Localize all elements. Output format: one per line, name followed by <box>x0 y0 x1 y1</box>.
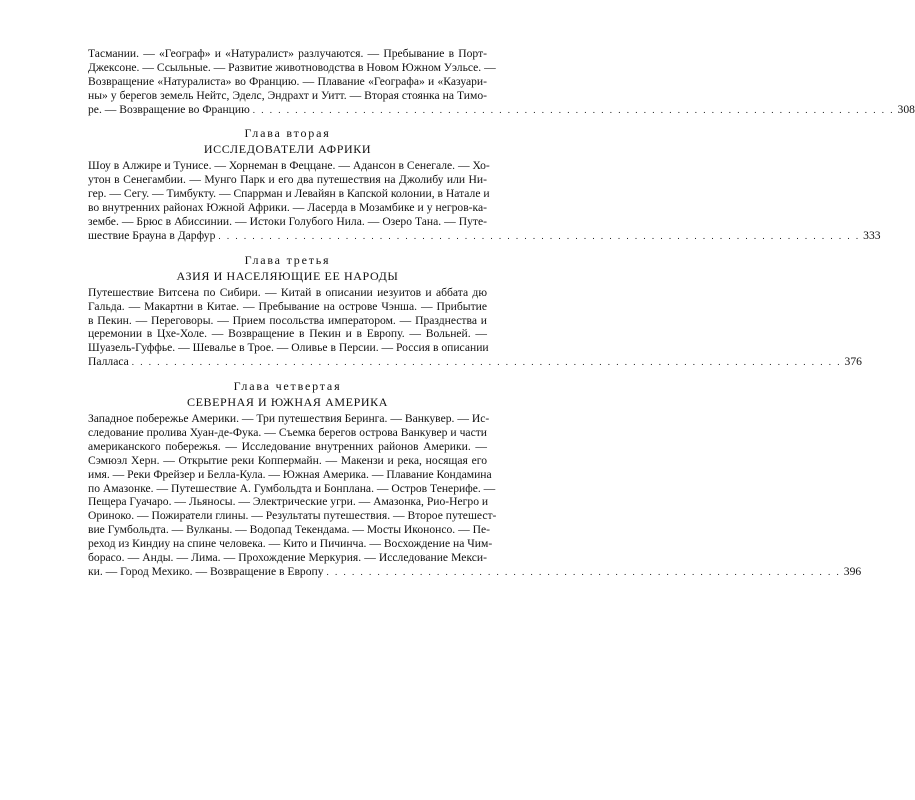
toc-line: американского побережья. — Исследование внутренних районов Америки. — <box>88 439 487 453</box>
toc-line-last <box>88 564 862 579</box>
toc-line-text: ре. — Возвращение во Францию <box>88 102 250 116</box>
toc-line: борасо. — Анды. — Лима. — Прохождение Меркурия. — Исследование Мекси- <box>88 551 487 565</box>
toc-line: реход из Киндиу на спине человека. — Кито и Пичинча. — Восхождение на Чим- <box>88 537 493 551</box>
toc-line: утон в Сенегамбии. — Мунго Парк и его два путешествия на Джолибу или Ни- <box>88 173 487 187</box>
dot-leader: . . . . . . . . . . . . . . . . . . . . . . . . . . . . . . . . . . . . . . . . . . . . . . . . . . . . . . . . . . . . . . . . . . . . . . . . . . . . . . . . . . . . <box>131 357 842 368</box>
toc-line: Шуазель-Гуффье. — Шевалье в Трое. — Оливье в Персии. — Россия в описании <box>88 341 489 355</box>
toc-line: Возвращение «Натуралиста» во Францию. — Плавание «Географа» и «Казуари- <box>88 74 487 88</box>
toc-line: Ориноко. — Пожиратели глины. — Результаты путешествия. — Второе путешест- <box>88 509 497 523</box>
toc-line-text: ки. — Город Мехико. — Возвращение в Европу <box>88 564 324 578</box>
page-number: 308 <box>897 102 915 116</box>
toc-line: следование пролива Хуан-де-Фука. — Съемка берегов острова Ванкувер и части <box>88 426 487 440</box>
page-number: 376 <box>844 355 862 369</box>
chapter-title: АЗИЯ И НАСЕЛЯЮЩИЕ ЕЕ НАРОДЫ <box>176 268 399 283</box>
page-number: 396 <box>843 564 862 578</box>
toc-entry <box>88 159 881 242</box>
toc-line: Джексоне. — Ссыльные. — Развитие животноводства в Новом Южном Уэльсе. — <box>88 60 496 74</box>
chapter-label: Глава третья <box>244 252 331 267</box>
toc-line: Гальда. — Макартни в Китае. — Пребывание на острове Чэнша. — Прибытие <box>88 299 487 313</box>
toc-line: вие Гумбольдта. — Вулканы. — Водопад Текендама. — Мосты Икононсо. — Пе- <box>88 523 490 537</box>
toc-entry <box>88 285 862 369</box>
chapter-section <box>88 126 881 242</box>
dot-leader: . . . . . . . . . . . . . . . . . . . . . . . . . . . . . . . . . . . . . . . . . . . . . . . . . . . . . . . . . . . . . <box>326 566 841 577</box>
toc-entry <box>88 412 862 579</box>
toc-line: Шоу в Алжире и Тунисе. — Хорнеман в Феццане. — Адансон в Сенегале. — Хо- <box>88 159 490 173</box>
table-of-contents <box>88 47 915 579</box>
chapter-section <box>88 252 862 369</box>
toc-line: гер. — Сегу. — Тимбукту. — Спаррман и Левайян в Капской колонии, в Натале и <box>88 187 490 201</box>
toc-line: Сэмюэл Херн. — Открытие реки Коппермайн. — Макензи и река, носящая его <box>88 453 487 467</box>
chapter-title: ИССЛЕДОВАТЕЛИ АФРИКИ <box>203 142 372 157</box>
toc-line-last <box>88 228 881 243</box>
chapter-label: Глава четвертая <box>233 379 342 394</box>
toc-line: Западное побережье Америки. — Три путешествия Беринга. — Ванкувер. — Ис- <box>88 412 490 426</box>
toc-line: во внутренних районах Южной Африки. — Ласерда в Мозамбике и у негров-ка- <box>88 201 487 215</box>
toc-line-last <box>88 102 915 117</box>
toc-line-text: шествие Брауна в Дарфур <box>88 228 216 242</box>
dot-leader: . . . . . . . . . . . . . . . . . . . . . . . . . . . . . . . . . . . . . . . . . . . . . . . . . . . . . . . . . . . . . . . . . . . . . . . . . . . . <box>252 104 895 115</box>
toc-line: имя. — Реки Фрейзер и Белла-Кула. — Южная Америка. — Плавание Кондамина <box>88 467 492 481</box>
toc-line: церемонии в Цхе-Холе. — Возвращение в Пекин и в Европу. — Вольней. — <box>88 327 487 341</box>
toc-entry-continuation <box>88 47 915 116</box>
toc-line: по Амазонке. — Путешествие А. Гумбольдта и Бонплана. — Остров Тенерифе. — <box>88 481 496 495</box>
toc-line: зембе. — Брюс в Абиссинии. — Истоки Голубого Нила. — Озеро Тана. — Путе- <box>88 215 487 229</box>
toc-line: в Пекин. — Переговоры. — Прием посольства императором. — Празднества и <box>88 313 487 327</box>
chapter-title: СЕВЕРНАЯ И ЮЖНАЯ АМЕРИКА <box>186 395 388 410</box>
chapter-section <box>88 379 862 579</box>
dot-leader: . . . . . . . . . . . . . . . . . . . . . . . . . . . . . . . . . . . . . . . . . . . . . . . . . . . . . . . . . . . . . . . . . . . . . . . . . . . . <box>218 230 861 241</box>
page-number: 333 <box>863 228 881 242</box>
toc-line: Тасмании. — «Географ» и «Натуралист» разлучаются. — Пребывание в Порт- <box>88 47 487 60</box>
toc-line: Пещера Гуачаро. — Льяносы. — Электрические угри. — Амазонка, Рио-Негро и <box>88 495 489 509</box>
toc-line-text: Палласа <box>88 355 129 369</box>
chapter-label: Глава вторая <box>244 126 331 141</box>
toc-line-last <box>88 355 862 369</box>
toc-line: Путешествие Витсена по Сибири. — Китай в описании иезуитов и аббата дю <box>88 285 487 299</box>
toc-line: ны» у берегов земель Нейтс, Эделс, Эндрахт и Уитт. — Вторая стоянка на Тимо- <box>88 88 487 102</box>
